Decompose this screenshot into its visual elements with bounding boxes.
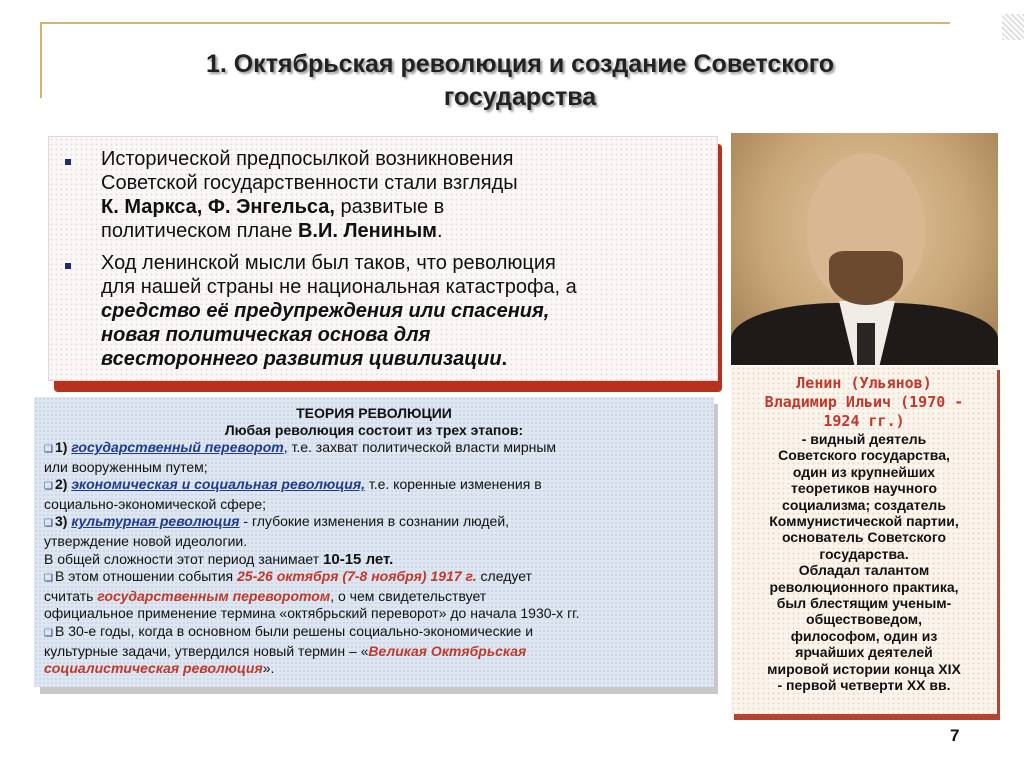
caption-name-3: 1924 гг.) bbox=[823, 412, 905, 430]
caption-name-1: Ленин (Ульянов) bbox=[796, 374, 932, 392]
event-1908: ❑ В этом отношении события 25-26 октября (7-8 ноября) 1917 г. следует bbox=[44, 568, 532, 585]
theory-title: ТЕОРИЯ РЕВОЛЮЦИИ bbox=[296, 405, 452, 421]
stage-1: ❑ 1) государственный переворот, т.е. захват политической власти мирным bbox=[44, 439, 557, 455]
left-border-line bbox=[40, 22, 42, 98]
checkbox-bullet-icon: ❑ bbox=[44, 444, 53, 455]
theory-subtitle: Любая революция состоит из трех этапов: bbox=[224, 422, 524, 438]
caption-description: - видный деятель Советского государства, один из крупнейших теоретиков научного социализма; создатель Коммунистической партии, основатель Советского государства. Обладал талантом революционного практика, был блестящим ученым- обществоведом, философом, один из ярчайших деятелей мировой истории конца XIX - первой четверти XX вв. bbox=[767, 431, 961, 694]
portrait-beard bbox=[829, 251, 903, 305]
stage-2: ❑ 2) экономическая и социальная революция, т.е. коренные изменения в bbox=[44, 476, 542, 493]
portrait-tie bbox=[857, 323, 875, 365]
intro-text-box bbox=[48, 136, 718, 381]
title-line-1: 1. Октябрьская революция и создание Советского bbox=[205, 50, 835, 78]
slide-title bbox=[60, 48, 980, 114]
paragraph-2: Ход ленинской мысли был таков, что революция для нашей страны не национальная катастрофа, а средство её предупреждения или спасения, новая политическая основа для всестороннего развития цивилизации. bbox=[101, 252, 577, 370]
top-border-line bbox=[40, 22, 950, 24]
lenin-portrait-image bbox=[731, 133, 998, 365]
corner-decoration bbox=[1002, 14, 1024, 40]
checkbox-bullet-icon: ❑ bbox=[44, 627, 53, 639]
caption-name-2: Владимир Ильич (1970 - bbox=[764, 393, 964, 411]
theory-box: ТЕОРИЯ РЕВОЛЮЦИИ Любая революция состоит из трех этапов: ❑ 1) государственный переворот, т.е. захват политической власти мирным или вооруженным путем; ❑ 2) экономическая и социальная революция, т.е. коренные изменения в социально-экономической сфере; ❑ 3) культурная революция - глубокие изменения в сознании людей, утверждение новой идеологии. В общей сложности этот период занимает 10-15 лет. ❑ В этом отношении события 25-26 октября (7-8 ноября) 1917 г. следует считать государственным переворотом, о чем свидетельствует официальное применение термина «октябрьский переворот» до начала 1930-х гг. ❑ В 30-е годы, когда в основном были решены социально-экономические и культурные задачи, утвердился новый термин – «Великая Октябрьская социалистическая революция». bbox=[34, 397, 714, 687]
checkbox-bullet-icon: ❑ bbox=[44, 573, 53, 585]
checkbox-bullet-icon: ❑ bbox=[44, 518, 53, 530]
paragraph-1: Исторической предпосылкой возникновения Советской государственности стали взгляды К. Маркса, Ф. Энгельса, развитые в политическом плане В.И. Лениным. bbox=[101, 148, 518, 242]
period-line: В общей сложности этот период занимает 10-15 лет. bbox=[44, 550, 394, 568]
checkbox-bullet-icon: ❑ bbox=[44, 481, 53, 493]
title-line-2: государства bbox=[443, 83, 597, 111]
square-bullet-icon bbox=[65, 263, 71, 269]
stage-3: ❑ 3) культурная революция - глубокие изменения в сознании людей, bbox=[44, 513, 510, 530]
event-1930s: ❑ В 30-е годы, когда в основном были решены социально-экономические и bbox=[44, 622, 534, 639]
square-bullet-icon bbox=[65, 159, 71, 165]
portrait-caption bbox=[731, 366, 997, 714]
page-number: 7 bbox=[950, 726, 960, 745]
